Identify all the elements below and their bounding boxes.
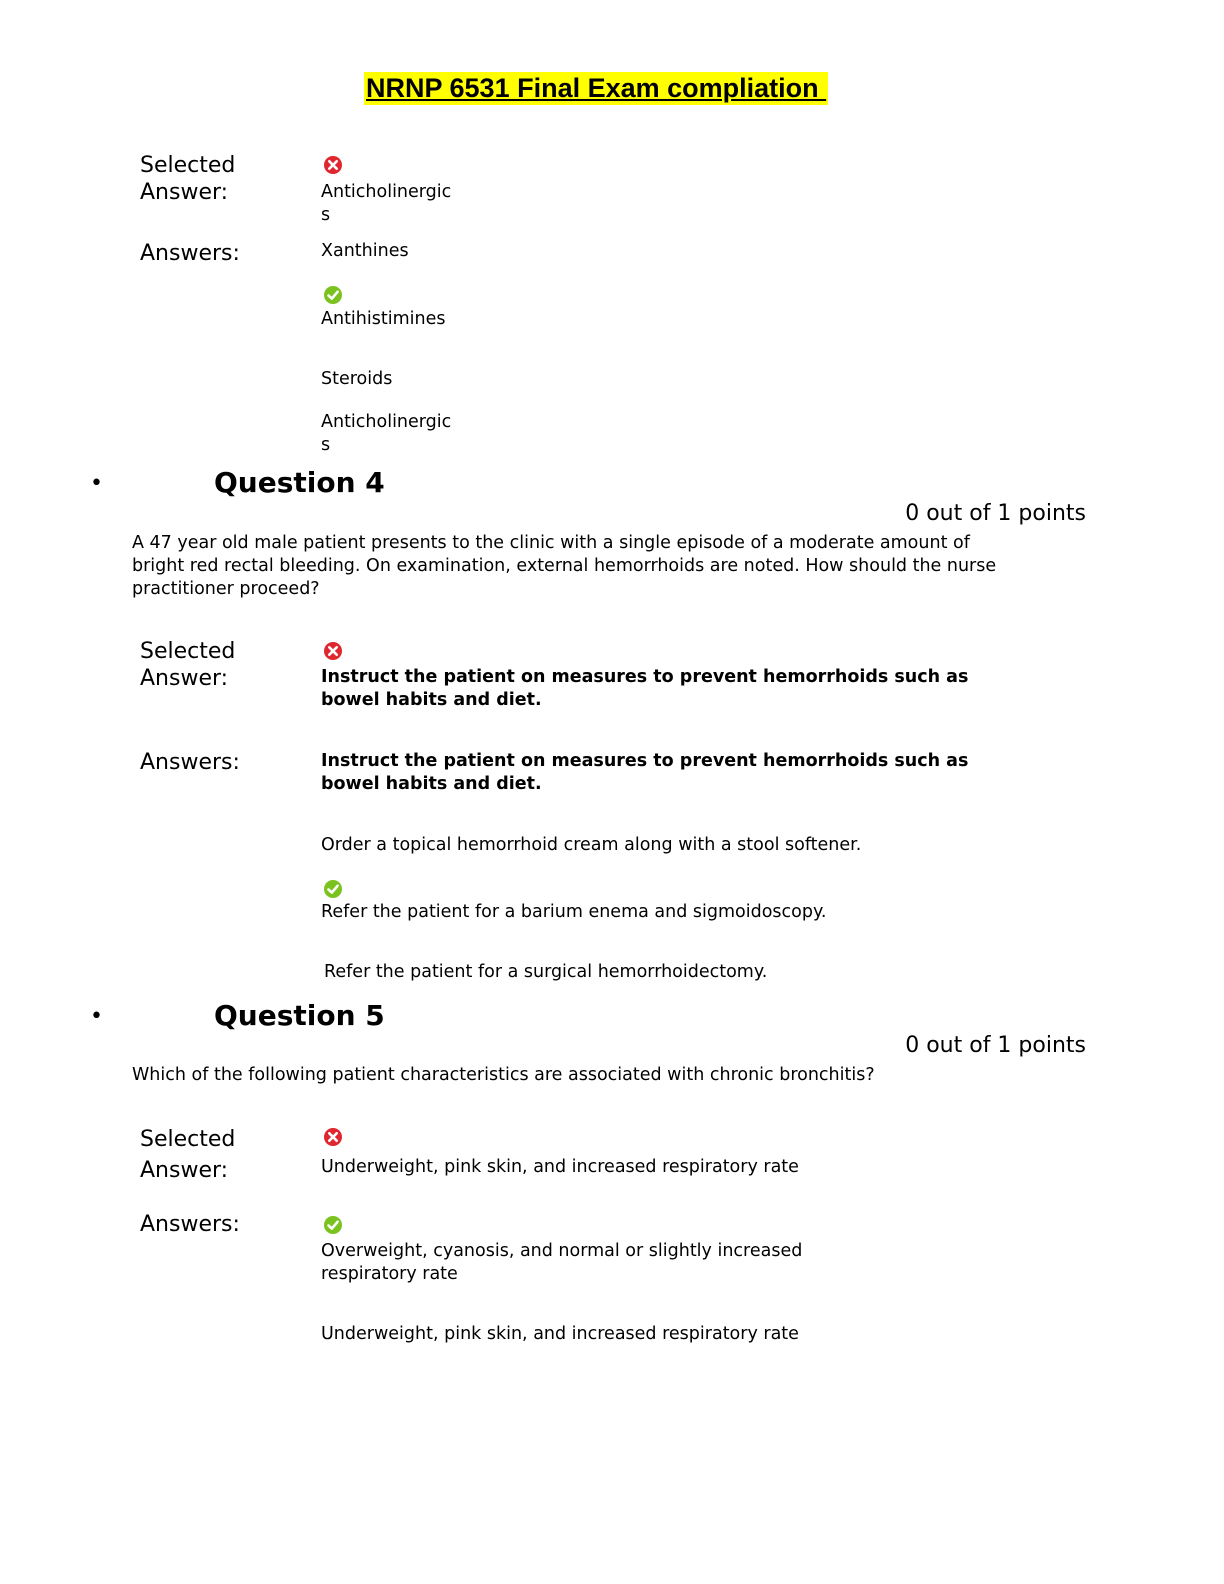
- q4-answer-4: Refer the patient for a surgical hemorrhoidectomy.: [324, 962, 768, 982]
- q3-answer-4: Anticholinergics: [321, 412, 452, 455]
- q3-answer-3: Steroids: [321, 369, 393, 389]
- incorrect-icon: [323, 155, 343, 175]
- q5-bullet: •: [90, 1004, 103, 1029]
- answers-label: Answers:: [140, 241, 240, 266]
- q4-selected-answer: Instruct the patient on measures to prevent hemorrhoids such as bowel habits and diet.: [321, 667, 969, 710]
- q5-selected-answer: Underweight, pink skin, and increased respiratory rate: [321, 1157, 799, 1177]
- selected-answer-label: [140, 152, 235, 206]
- q3-answer-1: Xanthines: [321, 241, 409, 261]
- q5-answer-2: Underweight, pink skin, and increased respiratory rate: [321, 1324, 799, 1344]
- q4-bullet: •: [90, 471, 103, 496]
- q3-selected-answer: Anticholinergics: [321, 182, 452, 225]
- answer-label: Answer:: [140, 1158, 229, 1183]
- answers-label: Answers:: [140, 750, 240, 775]
- selected-label: Selected: [140, 639, 236, 664]
- selected-answer-label: [140, 638, 235, 692]
- q5-points: 0 out of 1 points: [905, 1033, 1086, 1058]
- q4-answer-2: Order a topical hemorrhoid cream along with a stool softener.: [321, 835, 862, 855]
- q5-question-text: Which of the following patient characteristics are associated with chronic bronchitis?: [132, 1065, 875, 1085]
- q4-answer-3: Refer the patient for a barium enema and sigmoidoscopy.: [321, 902, 827, 922]
- selected-label: Selected: [140, 1127, 236, 1152]
- q4-question-text: A 47 year old male patient presents to the clinic with a single episode of a moderate amount of bright red rectal bleeding. On examination, external hemorrhoids are noted. How should the nurse practitioner proceed?: [132, 533, 997, 599]
- document-title: NRNP 6531 Final Exam compliation: [366, 73, 827, 103]
- selected-label: Selected: [140, 153, 236, 178]
- answer-label: Answer:: [140, 180, 229, 205]
- q5-answer-1: Overweight, cyanosis, and normal or slightly increased respiratory rate: [321, 1241, 803, 1284]
- q5-heading: Question 5: [214, 999, 385, 1032]
- answer-label: Answer:: [140, 666, 229, 691]
- q4-answer-1: Instruct the patient on measures to prevent hemorrhoids such as bowel habits and diet.: [321, 751, 969, 794]
- correct-icon: [323, 285, 343, 305]
- correct-icon: [323, 879, 343, 899]
- correct-icon: [323, 1215, 343, 1235]
- selected-answer-label: [140, 1124, 235, 1186]
- answers-label: Answers:: [140, 1212, 240, 1237]
- q4-points: 0 out of 1 points: [905, 501, 1086, 526]
- incorrect-icon: [323, 641, 343, 661]
- q3-answer-2: Antihistimines: [321, 309, 446, 329]
- incorrect-icon: [323, 1127, 343, 1147]
- q4-heading: Question 4: [214, 466, 385, 499]
